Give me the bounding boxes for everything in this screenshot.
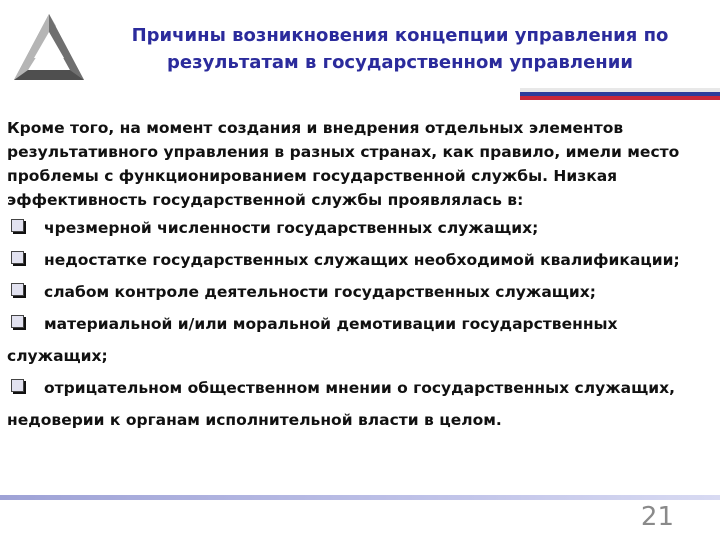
title-line-2: результатам в государственном управлении xyxy=(167,52,633,73)
penrose-triangle-logo xyxy=(4,6,94,90)
square-bullet-icon xyxy=(11,219,24,232)
list-item xyxy=(7,244,707,276)
flag-red-stripe xyxy=(520,96,720,100)
intro-paragraph: Кроме того, на момент создания и внедрения отдельных элементов результативного управления в разных странах, как правило, имели место проблемы с функционированием государственной службы. Низкая эффективность государственной службы проявлялась в: xyxy=(7,119,680,209)
list-item-text: недостатке государственных служащих необходимой квалификации; xyxy=(44,251,680,269)
list-item-text: отрицательном общественном мнении о государственных служащих, недоверии к органам исполнительной власти в целом. xyxy=(7,379,675,429)
russian-flag-stripe xyxy=(520,88,720,100)
square-bullet-icon xyxy=(11,315,24,328)
square-bullet-icon xyxy=(11,283,24,296)
list-item xyxy=(7,372,707,436)
bullet-list xyxy=(7,212,707,436)
list-item-text: чрезмерной численности государственных служащих; xyxy=(44,219,539,237)
square-bullet-icon xyxy=(11,379,24,392)
title-line-1: Причины возникновения концепции управления по xyxy=(131,25,669,46)
list-item-text: материальной и/или моральной демотивации государственных служащих; xyxy=(7,315,618,365)
main-content xyxy=(7,116,707,436)
list-item xyxy=(7,212,707,244)
page-number: 21 xyxy=(640,502,674,532)
page-title xyxy=(120,22,680,76)
square-bullet-icon xyxy=(11,251,24,264)
footer-divider xyxy=(0,495,720,500)
list-item xyxy=(7,308,707,372)
list-item xyxy=(7,276,707,308)
list-item-text: слабом контроле деятельности государственных служащих; xyxy=(44,283,596,301)
